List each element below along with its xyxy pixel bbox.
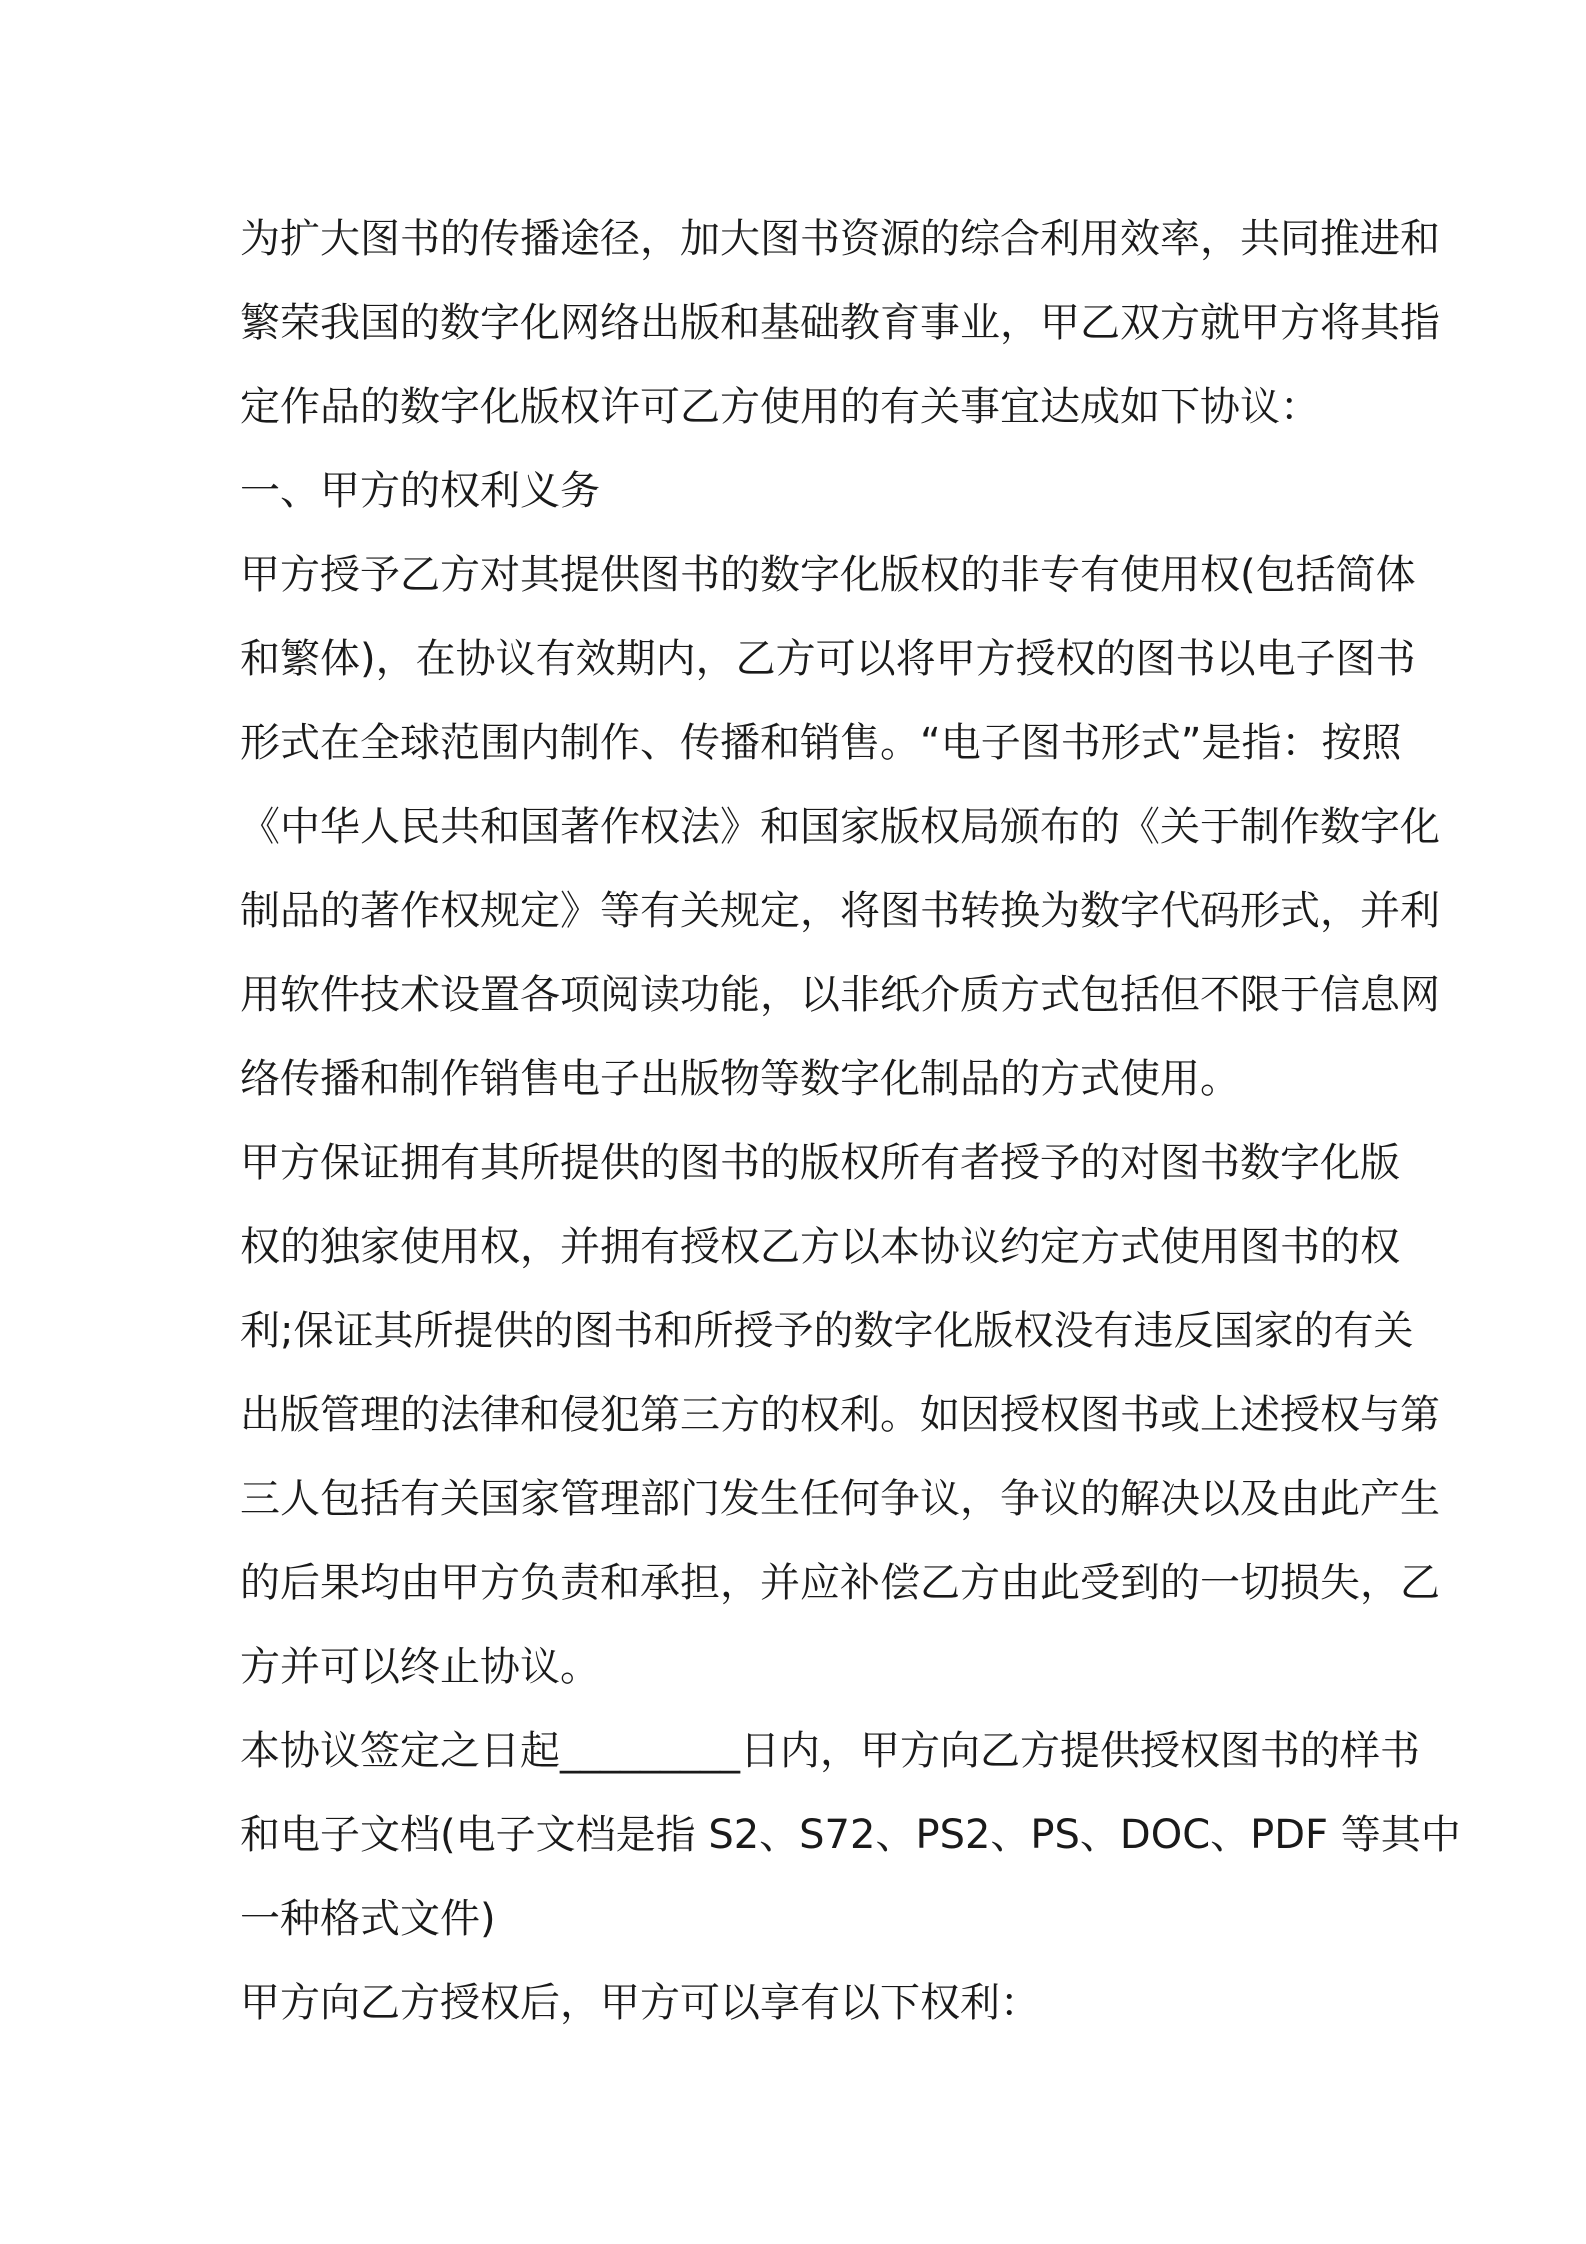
paragraph-line: 和电子文档(电子文档是指 S2、S72、PS2、PS、DOC、PDF 等其中 — [240, 1812, 1461, 1858]
paragraph-3 — [240, 1709, 1461, 1961]
paragraph-2 — [240, 1121, 1440, 1709]
intro-line: 为扩大图书的传播途径，加大图书资源的综合利用效率，共同推进和 — [240, 216, 1440, 262]
paragraph-line: 甲方授予乙方对其提供图书的数字化版权的非专有使用权(包括简体 — [240, 552, 1416, 598]
document-body — [240, 197, 1461, 2045]
paragraph-line: 方并可以终止协议。 — [240, 1644, 600, 1690]
intro-line: 定作品的数字化版权许可乙方使用的有关事宜达成如下协议： — [240, 384, 1320, 430]
paragraph-line: 用软件技术设置各项阅读功能，以非纸介质方式包括但不限于信息网 — [240, 972, 1440, 1018]
paragraph-line: 和繁体)，在协议有效期内，乙方可以将甲方授权的图书以电子图书 — [240, 636, 1416, 682]
paragraph-line: 形式在全球范围内制作、传播和销售。“电子图书形式”是指：按照 — [240, 720, 1402, 766]
paragraph-line: 利;保证其所提供的图书和所授予的数字化版权没有违反国家的有关 — [240, 1308, 1414, 1354]
intro-paragraph — [240, 197, 1440, 449]
paragraph-line: 三人包括有关国家管理部门发生任何争议，争议的解决以及由此产生 — [240, 1476, 1440, 1522]
paragraph-line: 权的独家使用权，并拥有授权乙方以本协议约定方式使用图书的权 — [240, 1224, 1400, 1270]
section-1-heading: 一、甲方的权利义务 — [240, 468, 600, 514]
section-heading — [240, 449, 1370, 533]
intro-line: 繁荣我国的数字化网络出版和基础教育事业，甲乙双方就甲方将其指 — [240, 300, 1440, 346]
paragraph-line: 出版管理的法律和侵犯第三方的权利。如因授权图书或上述授权与第 — [240, 1392, 1440, 1438]
paragraph-line: 甲方向乙方授权后，甲方可以享有以下权利： — [240, 1980, 1040, 2026]
paragraph-line: 的后果均由甲方负责和承担，并应补偿乙方由此受到的一切损失，乙 — [240, 1560, 1440, 1606]
paragraph-4 — [240, 1961, 1370, 2045]
paragraph-line: 一种格式文件) — [240, 1896, 496, 1942]
paragraph-1 — [240, 533, 1440, 1121]
paragraph-line: 络传播和制作销售电子出版物等数字化制品的方式使用。 — [240, 1056, 1240, 1102]
paragraph-line: 制品的著作权规定》等有关规定，将图书转换为数字代码形式，并利 — [240, 888, 1440, 934]
paragraph-line: 《中华人民共和国著作权法》和国家版权局颁布的《关于制作数字化 — [240, 804, 1440, 850]
paragraph-line: 本协议签定之日起_________日内，甲方向乙方提供授权图书的样书 — [240, 1728, 1420, 1774]
paragraph-line: 甲方保证拥有其所提供的图书的版权所有者授予的对图书数字化版 — [240, 1140, 1400, 1186]
